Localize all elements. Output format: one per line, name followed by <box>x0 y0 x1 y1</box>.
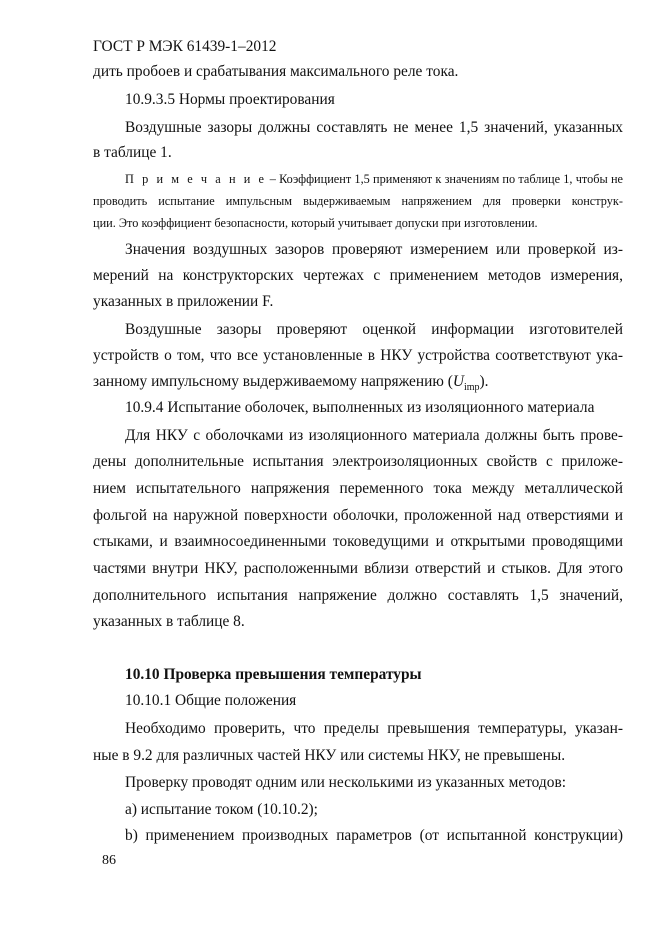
text-segment: занному импульсному выдерживаемому напряжению ( <box>93 373 453 390</box>
section-heading-10-9-4: 10.9.4 Испытание оболочек, выполненных из изоляционного материала <box>125 399 595 416</box>
note-dash: – <box>266 172 280 186</box>
text-line: дены дополнительные испытания электроизоляционных свойств с приложе- <box>93 453 623 470</box>
text-line: нием испытательного напряжения переменного тока между металлической <box>93 480 623 497</box>
text-line: указанных в приложении F. <box>93 293 274 310</box>
text-line: дополнительного испытания напряжение должно составлять 1,5 значений, <box>93 587 623 604</box>
section-heading-10-10: 10.10 Проверка превышения температуры <box>125 666 422 683</box>
text-segment: ). <box>479 373 489 390</box>
text-line: стыками, и взаимносоединенными токоведущими и открытыми проводящими <box>93 533 623 550</box>
text-line: ные в 9.2 для различных частей НКУ или системы НКУ, не превышены. <box>93 747 566 764</box>
section-heading-10-10-1: 10.10.1 Общие положения <box>125 692 297 709</box>
text-line: Воздушные зазоры проверяют оценкой информации изготовителей <box>125 321 623 338</box>
text-line: Проверку проводят одним или несколькими из указанных методов: <box>125 774 566 791</box>
text-line: в таблице 1. <box>93 144 172 161</box>
note-line: ции. Это коэффициент безопасности, который учитывает допуски при изготовлении. <box>93 216 538 230</box>
text-line: фольгой на наружной поверхности оболочки, проложенной над отверстиями и <box>93 507 623 524</box>
list-item: b) применением производных параметров (от испытанной конструкции) <box>125 827 623 844</box>
section-heading-10-9-3-5: 10.9.3.5 Нормы проектирования <box>125 91 335 108</box>
text-line: частями внутри НКУ, расположенными вблизи отверстий и стыков. Для этого <box>93 560 623 577</box>
voltage-symbol: U <box>452 373 464 390</box>
text-line: мерений на конструкторских чертежах с применением методов измерения, <box>93 267 623 284</box>
note-text: Коэффициент 1,5 применяют к значениям по таблице 1, чтобы не <box>279 172 624 186</box>
standard-header: ГОСТ Р МЭК 61439-1–2012 <box>93 38 277 55</box>
text-line: Воздушные зазоры должны составлять не менее 1,5 значений, указанных <box>125 119 623 136</box>
text-line: Необходимо проверить, что пределы превышения температуры, указан- <box>125 720 623 737</box>
text-line: устройств о том, что все установленные в НКУ устройства соответствуют ука- <box>93 347 623 364</box>
note-label: П р и м е ч а н и е <box>125 172 267 186</box>
text-line: дить пробоев и срабатывания максимального реле тока. <box>93 63 459 80</box>
text-line: Значения воздушных зазоров проверяют измерением или проверкой из- <box>125 241 623 258</box>
note-line <box>93 169 623 189</box>
list-item: а) испытание током (10.10.2); <box>125 801 318 818</box>
text-line: указанных в таблице 8. <box>93 613 245 630</box>
note-line: проводить испытание импульсным выдерживаемым напряжением для проверки конструк- <box>93 194 623 208</box>
text-line <box>93 372 623 398</box>
text-line: Для НКУ с оболочками из изоляционного материала должны быть прове- <box>125 427 623 444</box>
voltage-subscript: imp <box>463 382 480 394</box>
page-number: 86 <box>102 853 116 868</box>
